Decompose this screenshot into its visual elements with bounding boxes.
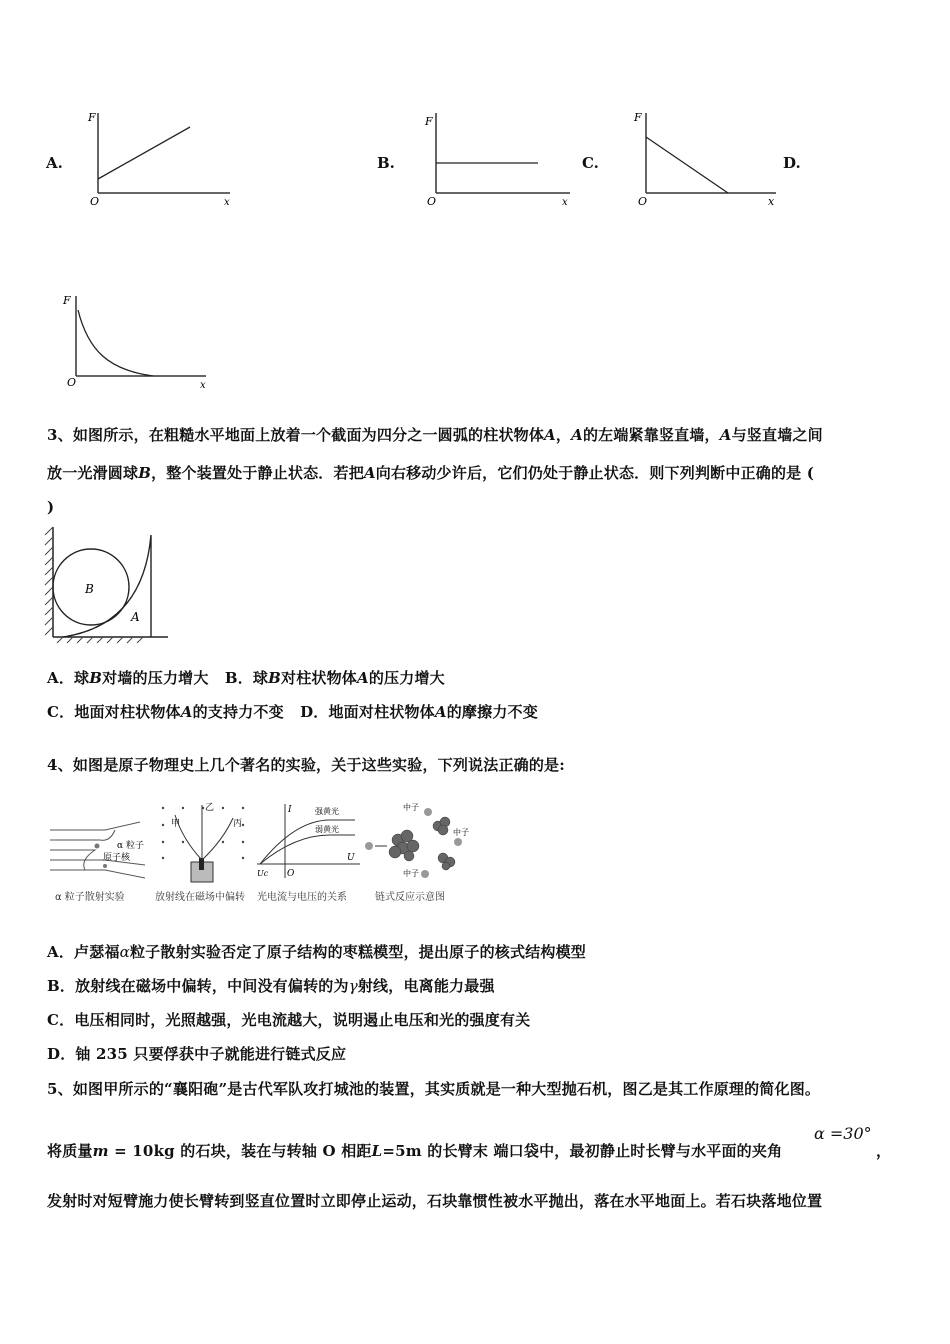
graph-d-x-axis: x bbox=[200, 380, 206, 390]
q4-fig3-caption: 光电流与电压的关系 bbox=[257, 892, 347, 903]
q4-stem: 4、如图是原子物理史上几个著名的实验，关于这些实验，下列说法正确的是: bbox=[47, 756, 565, 774]
graph-b bbox=[418, 105, 583, 213]
q5-angle: α =30° bbox=[814, 1124, 872, 1143]
graph-c-origin: O bbox=[638, 195, 648, 208]
option-d-label: D. bbox=[783, 154, 801, 172]
q4-fig2-bing: 丙 bbox=[233, 819, 243, 829]
q5-line2: 将质量m = 10kg 的石块，装在与转轴 O 相距L=5m 的长臂末 端口袋中，最初静止时长臂与水平面的夹角 bbox=[47, 1142, 783, 1160]
graph-a-x-axis: x bbox=[224, 197, 230, 208]
graph-b-y-axis: F bbox=[425, 115, 433, 128]
q4-fig3-strong: 强黄光 bbox=[315, 807, 339, 816]
q4-fig4-n2: 中子 bbox=[453, 828, 469, 837]
q4-option-b: B．放射线在磁场中偏转，中间没有偏转的为γ射线，电离能力最强 bbox=[47, 977, 495, 995]
q4-fig2-jia: 甲 bbox=[171, 819, 181, 829]
q4-fig3-u: U bbox=[347, 853, 355, 863]
q4-fig3-o: O bbox=[287, 869, 295, 879]
q4-fig2-yi: 乙 bbox=[205, 803, 215, 813]
option-b-label: B. bbox=[377, 154, 395, 172]
q4-figures bbox=[45, 800, 475, 910]
q4-fig1-label1: α 粒子 bbox=[117, 841, 144, 851]
q3-stem-line1: 3、如图所示，在粗糙水平地面上放着一个截面为四分之一圆弧的柱状物体A，A的左端紧靠竖直墙，A与竖直墙之间 bbox=[47, 426, 823, 444]
q4-fig4-n3: 中子 bbox=[403, 869, 419, 878]
graph-a-y-axis: F bbox=[88, 111, 96, 124]
graph-d bbox=[58, 290, 218, 390]
q3-block-label: A bbox=[131, 610, 140, 624]
q3-options-cd: C．地面对柱状物体A的支持力不变 D．地面对柱状物体A的摩擦力不变 bbox=[47, 703, 538, 721]
q5-line1: 5、如图甲所示的“襄阳砲”是古代军队攻打城池的装置，其实质就是一种大型抛石机，图乙是其工作原理的简化图。 bbox=[47, 1080, 821, 1098]
q4-fig3-weak: 弱黄光 bbox=[315, 825, 339, 834]
graph-c bbox=[616, 105, 786, 213]
q4-fig4-caption: 链式反应示意图 bbox=[375, 892, 445, 903]
graph-a bbox=[80, 105, 245, 213]
graph-b-x-axis: x bbox=[562, 197, 568, 208]
q4-fig1-caption: α 粒子散射实验 bbox=[55, 892, 125, 903]
q4-fig3-i: I bbox=[288, 805, 292, 815]
q3-ball-label: B bbox=[85, 582, 94, 596]
q3-figure bbox=[43, 525, 173, 649]
graph-d-y-axis: F bbox=[63, 294, 71, 307]
q4-option-d: D．铀 235 只要俘获中子就能进行链式反应 bbox=[47, 1045, 347, 1063]
q5-comma: ， bbox=[876, 1142, 892, 1160]
q3-stem-line3: ) bbox=[47, 498, 55, 516]
q4-option-a: A．卢瑟福α粒子散射实验否定了原子结构的枣糕模型，提出原子的核式结构模型 bbox=[47, 943, 586, 961]
q4-fig3-uc: Uc bbox=[257, 869, 269, 878]
graph-c-y-axis: F bbox=[634, 111, 642, 124]
q4-fig4-n1: 中子 bbox=[403, 803, 419, 812]
q4-fig1-label2: 原子核 bbox=[103, 853, 131, 863]
graph-d-origin: O bbox=[67, 376, 77, 389]
option-c-label: C. bbox=[582, 154, 599, 172]
graph-b-origin: O bbox=[427, 195, 437, 208]
q3-stem-line2: 放一光滑圆球B，整个装置处于静止状态．若把A向右移动少许后，它们仍处于静止状态．则下列判断中正确的是 ( bbox=[47, 464, 815, 482]
option-a-label: A. bbox=[46, 154, 63, 172]
q4-option-c: C．电压相同时，光照越强，光电流越大，说明遏止电压和光的强度有关 bbox=[47, 1011, 531, 1029]
graph-a-origin: O bbox=[90, 195, 100, 208]
q3-options-ab: A．球B对墙的压力增大 B．球B对柱状物体A的压力增大 bbox=[47, 669, 445, 687]
graph-c-x-axis: x bbox=[768, 195, 775, 208]
q4-fig2-caption: 放射线在磁场中偏转 bbox=[155, 892, 245, 903]
q5-line3: 发射时对短臂施力使长臂转到竖直位置时立即停止运动，石块靠惯性被水平抛出，落在水平地面上。若石块落地位置 bbox=[47, 1192, 823, 1210]
